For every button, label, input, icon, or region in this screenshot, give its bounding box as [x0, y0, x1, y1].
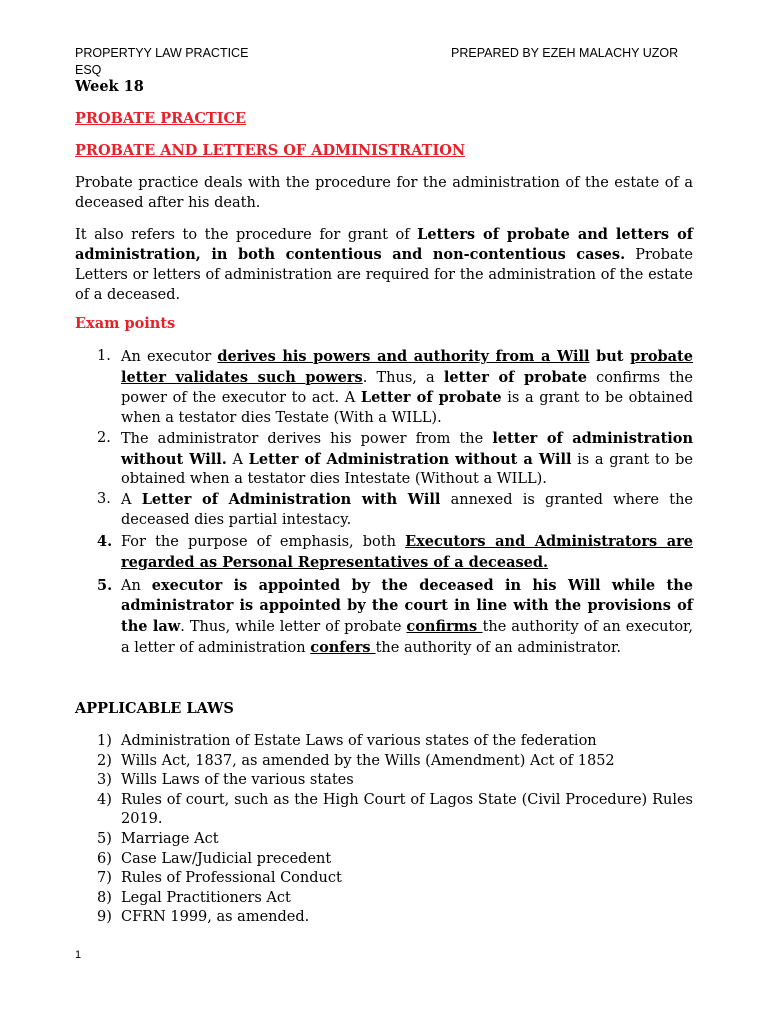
- list-number: 3): [97, 772, 112, 789]
- list-number: 1): [97, 733, 112, 749]
- list-text: Wills Act, 1837, as amended by the Wills (Amendment) Act of 1852: [121, 752, 615, 769]
- text: is a grant to be obtained when a testator dies Testate (With a WILL).: [121, 390, 693, 427]
- list-number: 2.: [97, 429, 111, 446]
- header-right: PREPARED BY EZEH MALACHY UZOR: [451, 46, 679, 60]
- list-item: [75, 791, 693, 830]
- text: annexed is granted where the deceased dies partial intestacy.: [121, 491, 693, 528]
- list-number: 6): [97, 850, 112, 867]
- text: is a grant to be obtained when a testator dies Intestate (Without a WILL).: [121, 451, 694, 488]
- list-item: [75, 908, 693, 928]
- text-bold: executor is appointed by the deceased in his Will while the administrator is appointed by the court in line with the provisions of the law: [121, 576, 693, 636]
- list-item: [75, 869, 693, 889]
- text: An executor: [121, 349, 218, 365]
- text-bold: Letter of Administration without a Will: [248, 450, 572, 468]
- list-item: [75, 830, 693, 850]
- list-number: 8): [97, 889, 112, 906]
- list-item: [75, 752, 693, 772]
- list-text: Rules of Professional Conduct: [121, 870, 342, 887]
- text: A: [226, 451, 249, 468]
- list-number: 5): [97, 830, 112, 847]
- text-bold-underline: Executors and Administrators are regarded as Personal Representatives of a deceased.: [121, 533, 693, 572]
- list-text: Wills Laws of the various states: [121, 772, 354, 789]
- header-left: PROPERTYY LAW PRACTICE: [75, 46, 249, 60]
- text-bold-underline: confirms: [406, 618, 483, 636]
- list-number: 7): [97, 870, 112, 887]
- list-text: CFRN 1999, as amended.: [121, 909, 310, 926]
- list-item: [75, 850, 693, 870]
- list-text: Legal Practitioners Act: [121, 889, 291, 906]
- text: confirms the power of the executor to act. A: [121, 369, 694, 407]
- page-number: 1: [75, 949, 82, 961]
- paragraph-refers: [75, 225, 693, 305]
- list-text: Administration of Estate Laws of various states of the federation: [121, 733, 597, 749]
- heading-probate-letters: PROBATE AND LETTERS OF ADMINISTRATION: [75, 142, 466, 159]
- list-number: 5.: [97, 576, 113, 594]
- list-item: [75, 889, 693, 909]
- list-text: Marriage Act: [121, 830, 219, 847]
- text: . Thus, a: [362, 369, 444, 386]
- text-bold: but: [589, 348, 631, 365]
- text-bold: letter of administration without Will.: [121, 429, 694, 468]
- exam-points-list: [75, 347, 693, 659]
- text: A: [121, 491, 142, 508]
- header-esq: ESQ: [75, 63, 102, 77]
- list-item: [75, 429, 693, 490]
- text-bold-underline: confers: [310, 638, 376, 656]
- list-number: 4.: [97, 533, 113, 551]
- para2-text-c: Probate Letters or letters of administration are required for the administration of the estate of a deceased.: [75, 247, 693, 303]
- list-number: 3.: [97, 490, 111, 507]
- text: For the purpose of emphasis, both: [121, 534, 406, 551]
- paragraph-intro: Probate practice deals with the procedure for the administration of the estate of a deceased after his death.: [75, 175, 693, 211]
- text: . Thus, while letter of probate: [180, 619, 407, 636]
- text: the authority of an administrator.: [375, 639, 621, 656]
- week-label: Week 18: [75, 78, 144, 95]
- heading-exam-points: Exam points: [75, 315, 176, 332]
- list-item: [75, 576, 693, 659]
- list-number: 4): [97, 791, 112, 808]
- heading-applicable-laws: APPLICABLE LAWS: [75, 700, 234, 717]
- text: An: [121, 577, 152, 594]
- text: the authority of an executor, a letter of administration: [121, 619, 694, 656]
- list-item: [75, 771, 693, 791]
- para2-text-a: It also refers to the procedure for grant of: [75, 227, 418, 243]
- para2-bold: Letters of probate and letters of administration, in both contentious and non-contentious cases.: [75, 226, 693, 263]
- list-number: 9): [97, 909, 112, 926]
- list-item: [75, 732, 693, 752]
- heading-probate-practice: PROBATE PRACTICE: [75, 110, 247, 127]
- text: The administrator derives his power from the: [121, 430, 493, 447]
- list-number: 1.: [97, 348, 111, 364]
- list-number: 2): [97, 752, 112, 769]
- text-bold-underline: derives his powers and authority from a Will: [217, 348, 590, 365]
- text-bold: letter of probate: [443, 368, 587, 386]
- applicable-laws-list: [75, 732, 693, 928]
- text-bold: Letter of Administration with Will: [141, 490, 441, 508]
- text-bold: Letter of probate: [360, 389, 502, 407]
- list-text: Case Law/Judicial precedent: [121, 850, 332, 867]
- list-item: [75, 532, 693, 573]
- list-item: [75, 347, 693, 429]
- list-item: [75, 490, 693, 530]
- text-bold-underline: probate letter validates such powers: [121, 348, 693, 386]
- list-text: Rules of court, such as the High Court of Lagos State (Civil Procedure) Rules 2019.: [121, 791, 693, 828]
